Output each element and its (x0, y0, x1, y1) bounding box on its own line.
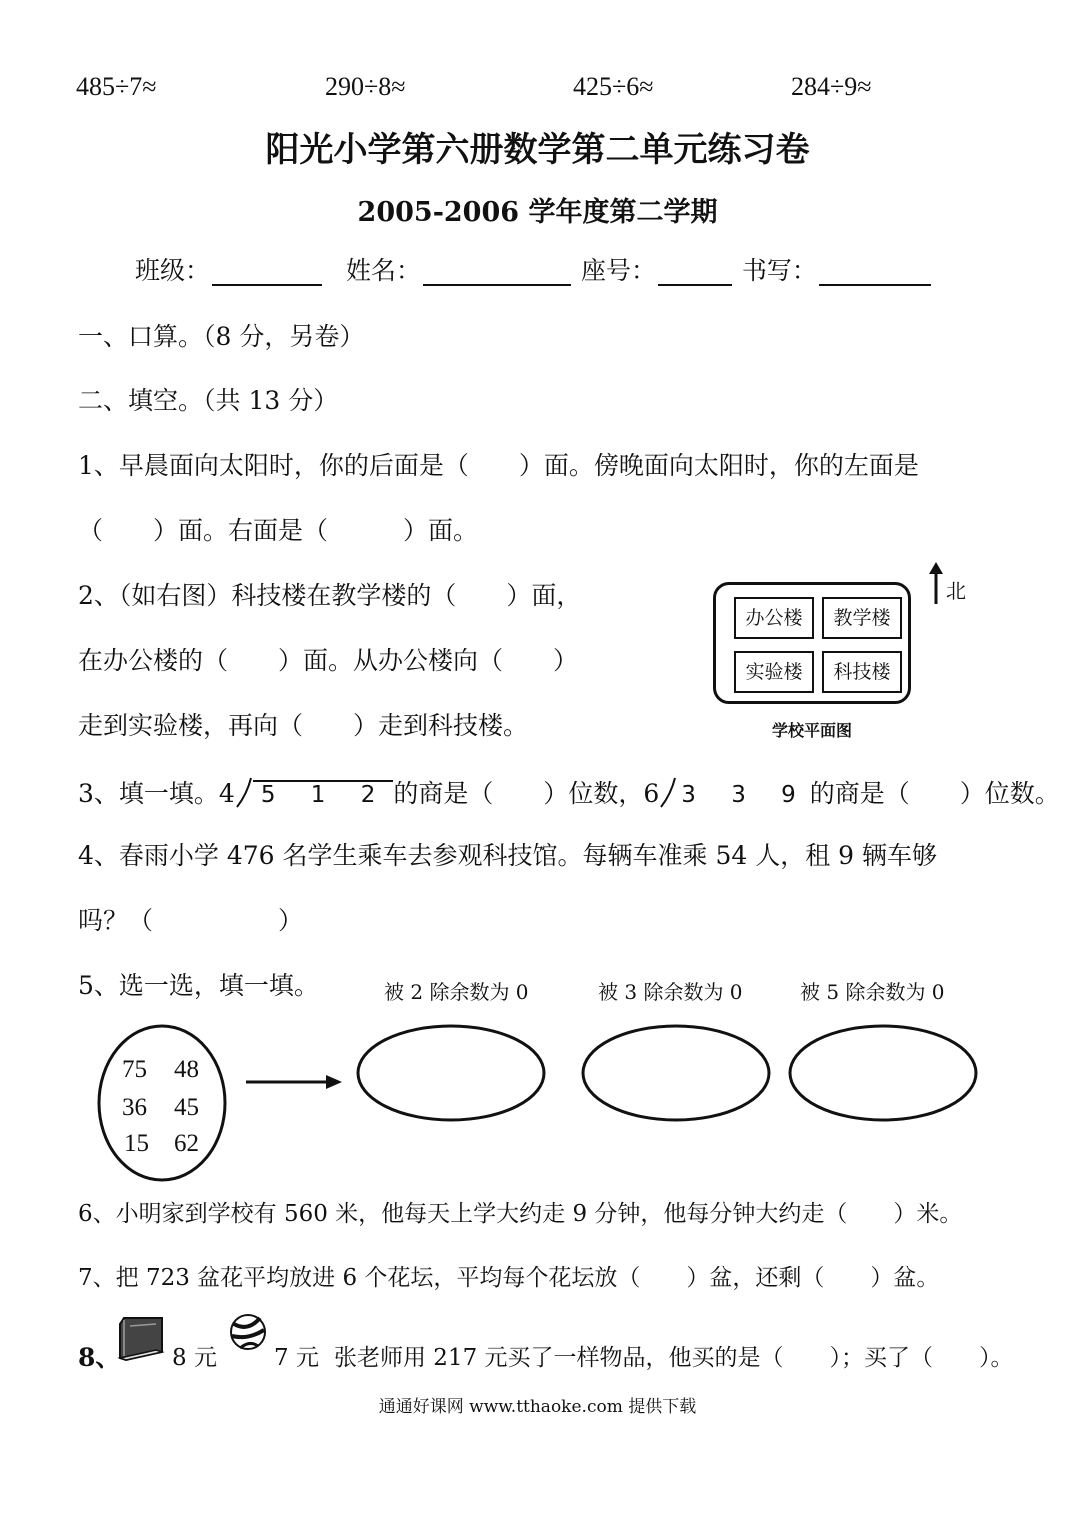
number-62: 62 (174, 1130, 199, 1157)
question-1-line-1: 1、早晨面向太阳时，你的后面是（ ）面。傍晚面向太阳时，你的左面是 (78, 451, 919, 480)
name-blank[interactable] (423, 260, 571, 286)
question-7: 7、把 723 盆花平均放进 6 个花坛，平均每个花坛放（ ）盆，还剩（ ）盆。 (78, 1265, 940, 1291)
number-75: 75 (122, 1056, 147, 1083)
north-arrow-icon (926, 560, 946, 606)
seat-blank[interactable] (658, 260, 732, 286)
q3-prefix: 3、填一填。 (78, 779, 219, 808)
question-8-number: 8、 (78, 1343, 121, 1372)
question-4-line-2: 吗？（ ） (78, 906, 304, 935)
writing-label: 书写： (741, 256, 817, 285)
calc-item-3: 425÷6≈ (573, 72, 654, 101)
building-teaching: 教学楼 (822, 597, 902, 639)
number-45: 45 (174, 1094, 199, 1121)
student-info-line (135, 256, 933, 286)
q3-divisor-1: 4 (218, 779, 235, 808)
question-6: 6、小明家到学校有 560 米，他每天上学大约走 9 分钟，他每分钟大约走（ ）米。 (78, 1201, 963, 1227)
ball-icon (228, 1312, 268, 1352)
arrow-head-icon (326, 1075, 342, 1089)
ellipse-label-div-3: 被 3 除余数为 0 (598, 980, 743, 1004)
q5-diagram (90, 1020, 990, 1190)
q3-dividend-1: 5 1 2 (253, 780, 394, 808)
ellipse-div-5 (790, 1026, 976, 1120)
name-label: 姓名： (345, 256, 421, 285)
page-footer: 通通好课网 www.tthaoke.com 提供下载 (378, 1397, 697, 1417)
division-bracket-icon (659, 776, 677, 808)
school-map-frame (713, 582, 911, 704)
section-1-heading: 一、口算。（8 分，另卷） (78, 322, 365, 351)
number-36: 36 (122, 1094, 147, 1121)
calc-item-4: 284÷9≈ (791, 72, 872, 101)
book-price: 8 元 (172, 1345, 217, 1371)
writing-blank[interactable] (819, 260, 931, 286)
book-icon (114, 1314, 166, 1364)
q3-dividend-2: 3 3 9 (681, 782, 810, 808)
ellipse-div-2 (358, 1026, 544, 1120)
question-2-line-1: 2、（如右图）科技楼在教学楼的（ ）面， (78, 581, 582, 610)
seat-label: 座号： (580, 256, 656, 285)
question-1-line-2: （ ）面。右面是（ ）面。 (78, 516, 479, 545)
question-8-text: 张老师用 217 元买了一样物品，他买的是（ ）；买了（ ）。 (334, 1345, 1014, 1371)
q3-middle: 的商是（ ）位数， (393, 779, 644, 808)
source-numbers-ellipse (99, 1026, 225, 1180)
page-title: 阳光小学第六册数学第二单元练习卷 (265, 130, 810, 170)
page-subtitle: 2005-2006 学年度第二学期 (357, 197, 718, 228)
question-3 (78, 776, 1060, 810)
number-48: 48 (174, 1056, 199, 1083)
number-15: 15 (124, 1130, 149, 1157)
question-5: 5、选一选，填一填。 (78, 971, 319, 1000)
calc-item-1: 485÷7≈ (76, 72, 157, 101)
ellipse-div-3 (583, 1026, 769, 1120)
q3-suffix: 的商是（ ）位数。 (809, 779, 1060, 808)
ellipse-label-div-5: 被 5 除余数为 0 (800, 980, 945, 1004)
question-2-line-2: 在办公楼的（ ）面。从办公楼向（ ） (78, 646, 579, 675)
building-tech: 科技楼 (822, 651, 902, 693)
section-2-heading: 二、填空。（共 13 分） (78, 386, 339, 415)
ellipse-label-div-2: 被 2 除余数为 0 (384, 980, 529, 1004)
division-bracket-icon (235, 776, 253, 808)
building-office: 办公楼 (734, 597, 814, 639)
class-label: 班级： (135, 256, 211, 285)
class-blank[interactable] (212, 260, 322, 286)
calc-item-2: 290÷8≈ (325, 72, 406, 101)
map-caption: 学校平面图 (771, 721, 852, 740)
question-2-line-3: 走到实验楼，再向（ ）走到科技楼。 (78, 711, 529, 740)
q3-divisor-2: 6 (643, 779, 660, 808)
building-lab: 实验楼 (734, 651, 814, 693)
north-label: 北 (946, 579, 966, 603)
ball-price: 7 元 (274, 1345, 319, 1371)
question-4-line-1: 4、春雨小学 476 名学生乘车去参观科技馆。每辆车准乘 54 人，租 9 辆车够 (78, 841, 938, 870)
